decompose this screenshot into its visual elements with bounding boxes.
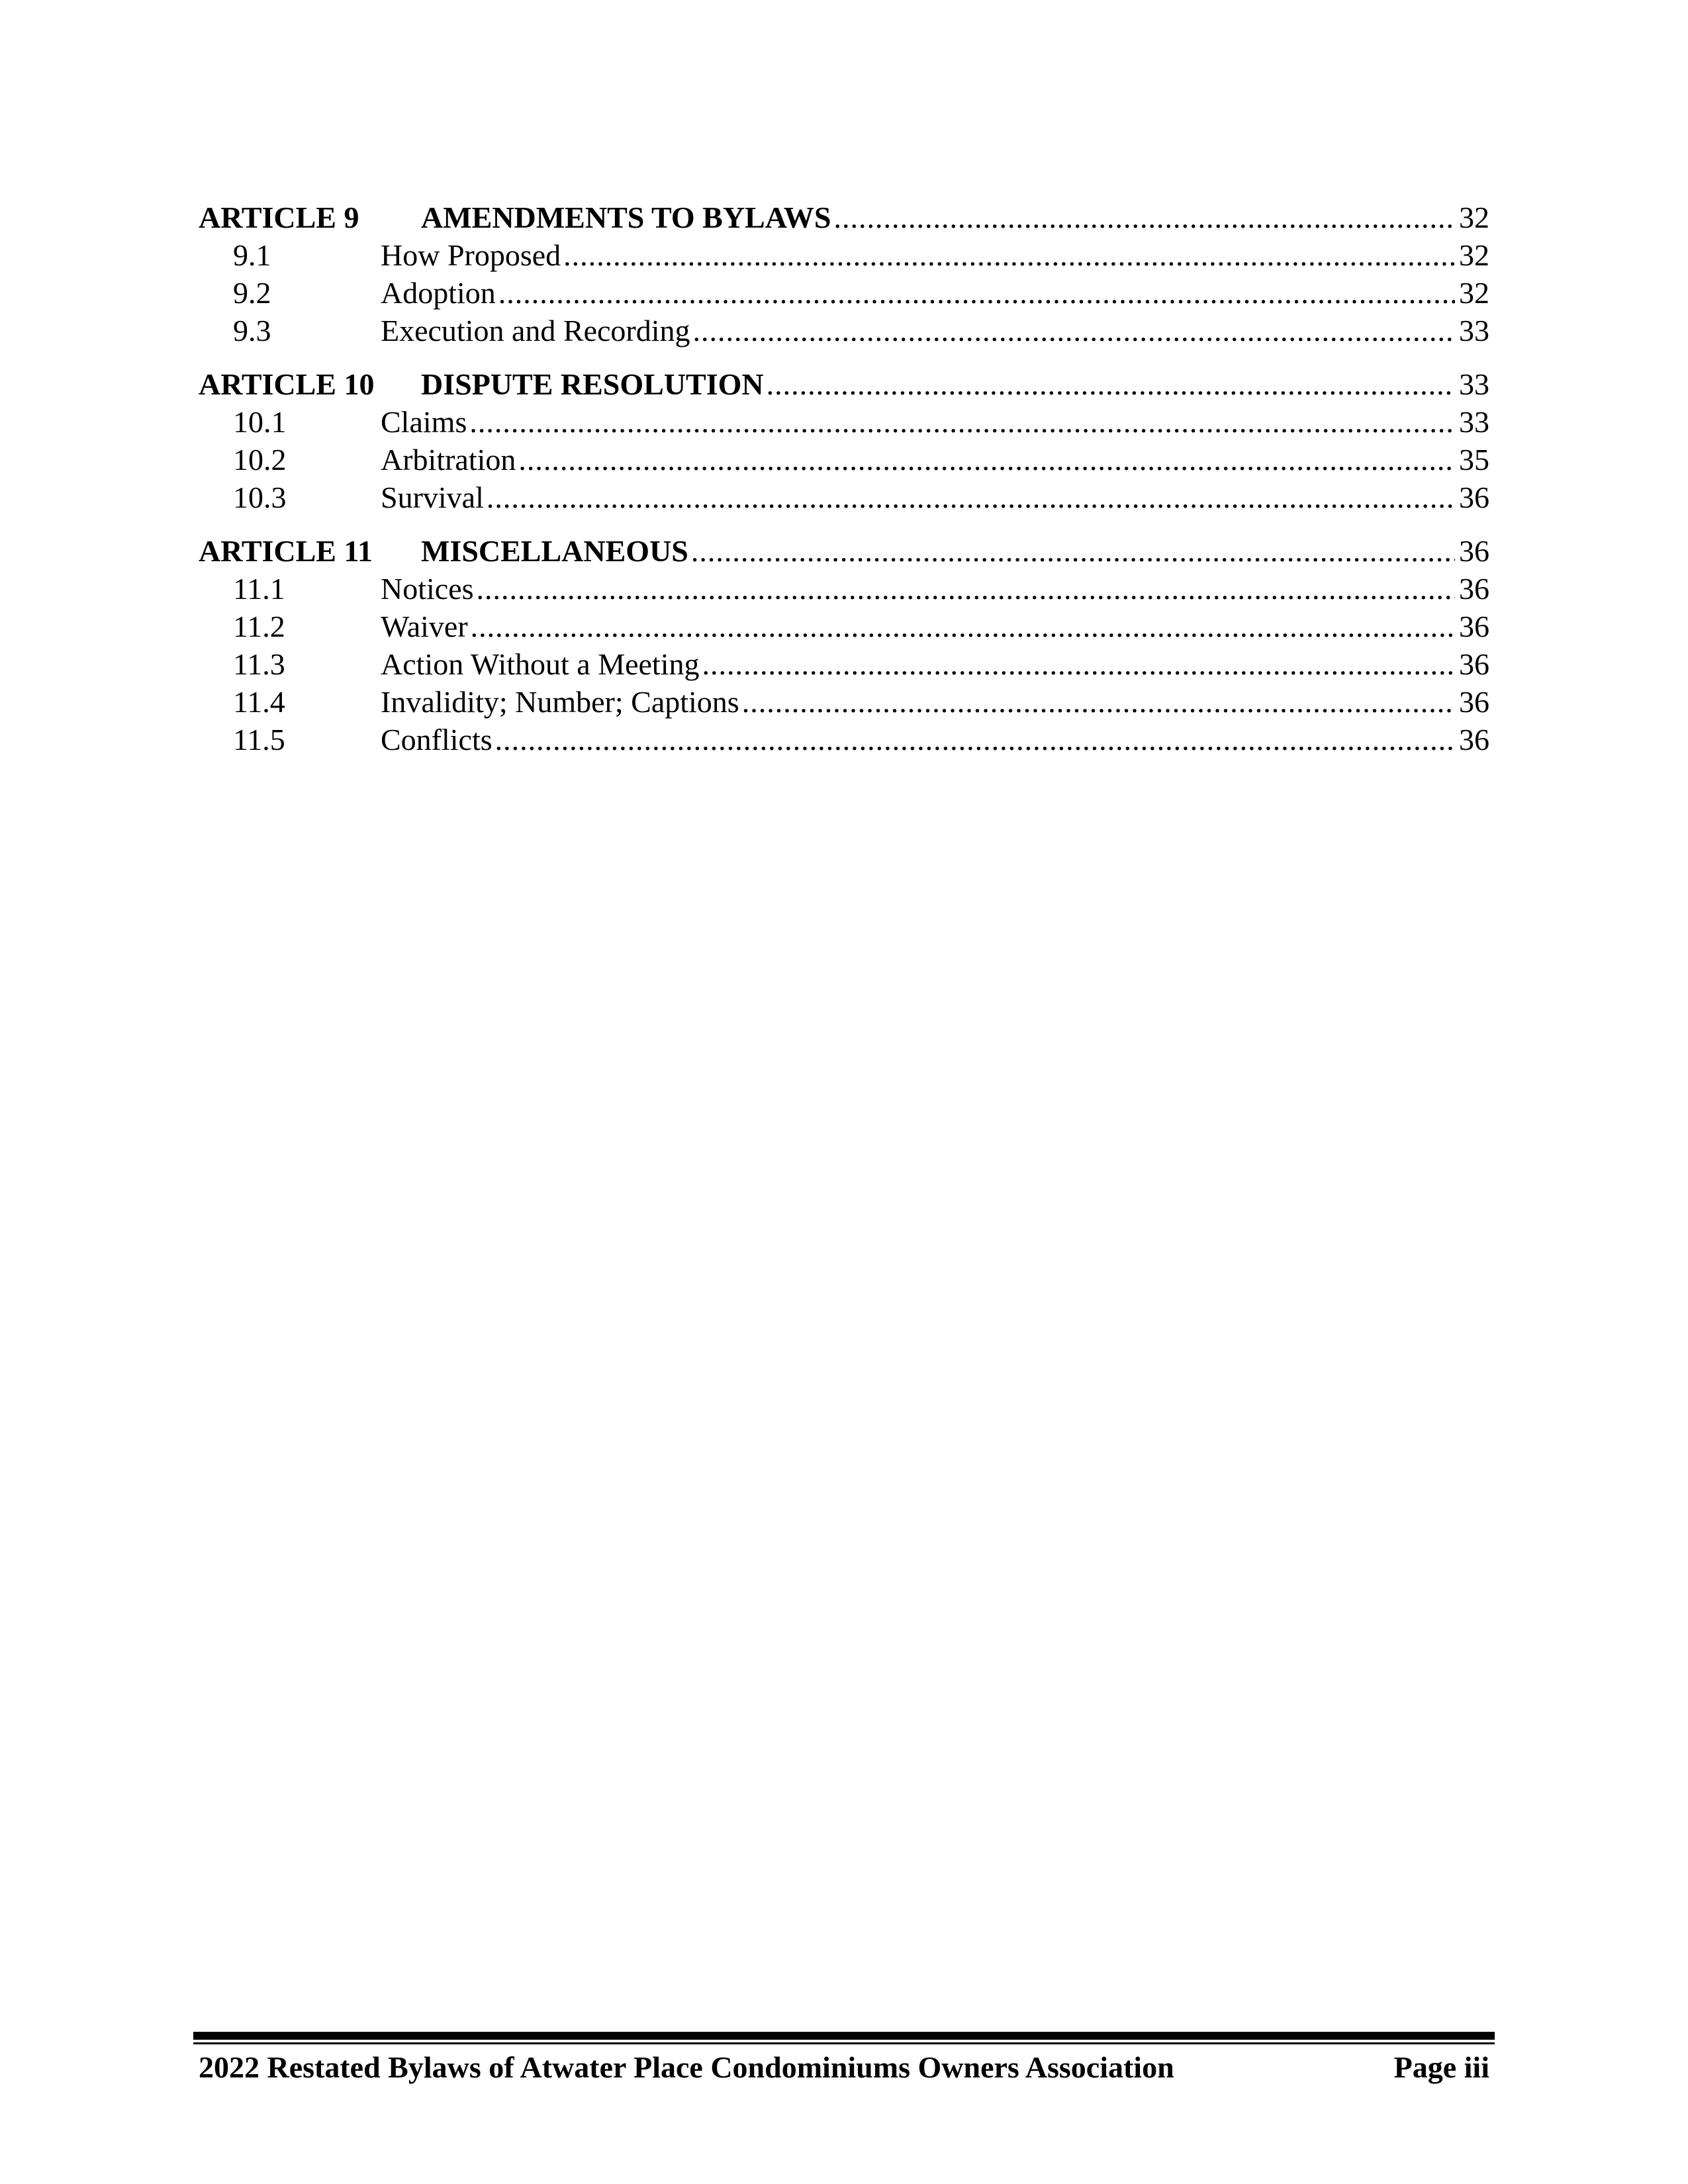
- article-title: DISPUTE RESOLUTION: [421, 367, 764, 401]
- toc-section-11-2[interactable]: [199, 608, 1489, 645]
- dot-leader: [484, 478, 1455, 516]
- article-page-number: 32: [1459, 201, 1489, 234]
- dot-leader: [831, 199, 1455, 236]
- toc-section-9-1[interactable]: [199, 236, 1489, 274]
- article-title: AMENDMENTS TO BYLAWS: [421, 201, 831, 234]
- section-page-number: 36: [1459, 647, 1489, 681]
- dot-leader: [492, 721, 1455, 758]
- article-number: ARTICLE 9: [199, 201, 359, 234]
- toc-section-9-2[interactable]: [199, 274, 1489, 312]
- section-number: 10.2: [233, 443, 287, 477]
- page-footer: [199, 2048, 1489, 2087]
- footer-document-title: 2022 Restated Bylaws of Atwater Place Condominiums Owners Association: [199, 2050, 1174, 2084]
- section-number: 9.1: [233, 238, 271, 272]
- toc-section-10-3[interactable]: [199, 478, 1489, 516]
- dot-leader: [474, 570, 1455, 608]
- dot-leader: [516, 441, 1455, 478]
- section-page-number: 36: [1459, 572, 1489, 606]
- section-title: Conflicts: [381, 723, 492, 756]
- footer-divider: [193, 2032, 1495, 2044]
- section-number: 11.5: [233, 723, 285, 756]
- dot-leader: [700, 645, 1456, 683]
- toc-section-11-3[interactable]: [199, 645, 1489, 683]
- article-number: ARTICLE 10: [199, 367, 375, 401]
- section-page-number: 33: [1459, 314, 1489, 347]
- dot-leader: [688, 532, 1455, 570]
- section-page-number: 36: [1459, 685, 1489, 719]
- toc-article-11[interactable]: [199, 532, 1489, 570]
- toc-section-11-5[interactable]: [199, 721, 1489, 758]
- section-title: Execution and Recording: [381, 314, 690, 347]
- toc-article-9[interactable]: [199, 199, 1489, 236]
- dot-leader: [690, 312, 1455, 349]
- section-number: 10.1: [233, 405, 287, 439]
- section-title: Action Without a Meeting: [381, 647, 700, 681]
- footer-page-number: Page iii: [1393, 2050, 1489, 2084]
- toc-section-11-1[interactable]: [199, 570, 1489, 608]
- article-page-number: 33: [1459, 367, 1489, 401]
- toc-section-11-4[interactable]: [199, 683, 1489, 721]
- section-page-number: 32: [1459, 238, 1489, 272]
- section-number: 9.3: [233, 314, 271, 347]
- dot-leader: [739, 683, 1455, 721]
- section-number: 11.4: [233, 685, 285, 719]
- section-number: 11.3: [233, 647, 285, 681]
- dot-leader: [561, 236, 1455, 274]
- section-page-number: 35: [1459, 443, 1489, 477]
- article-title: MISCELLANEOUS: [421, 534, 688, 568]
- section-number: 10.3: [233, 480, 287, 514]
- section-number: 11.2: [233, 610, 285, 643]
- section-page-number: 36: [1459, 610, 1489, 643]
- section-title: Survival: [381, 480, 484, 514]
- toc-section-10-1[interactable]: [199, 403, 1489, 441]
- dot-leader: [467, 403, 1455, 441]
- dot-leader: [764, 365, 1455, 403]
- section-page-number: 36: [1459, 723, 1489, 756]
- dot-leader: [468, 608, 1455, 645]
- toc-section-10-2[interactable]: [199, 441, 1489, 478]
- table-of-contents: [199, 199, 1489, 758]
- section-title: Arbitration: [381, 443, 516, 477]
- section-page-number: 36: [1459, 480, 1489, 514]
- article-page-number: 36: [1459, 534, 1489, 568]
- section-title: Invalidity; Number; Captions: [381, 685, 739, 719]
- article-number: ARTICLE 11: [199, 534, 373, 568]
- toc-section-9-3[interactable]: [199, 312, 1489, 349]
- section-page-number: 33: [1459, 405, 1489, 439]
- section-number: 11.1: [233, 572, 285, 606]
- section-title: Adoption: [381, 276, 496, 310]
- toc-article-10[interactable]: [199, 365, 1489, 403]
- section-title: Waiver: [381, 610, 468, 643]
- section-number: 9.2: [233, 276, 271, 310]
- section-title: How Proposed: [381, 238, 561, 272]
- dot-leader: [496, 274, 1455, 312]
- section-title: Notices: [381, 572, 474, 606]
- section-title: Claims: [381, 405, 467, 439]
- section-page-number: 32: [1459, 276, 1489, 310]
